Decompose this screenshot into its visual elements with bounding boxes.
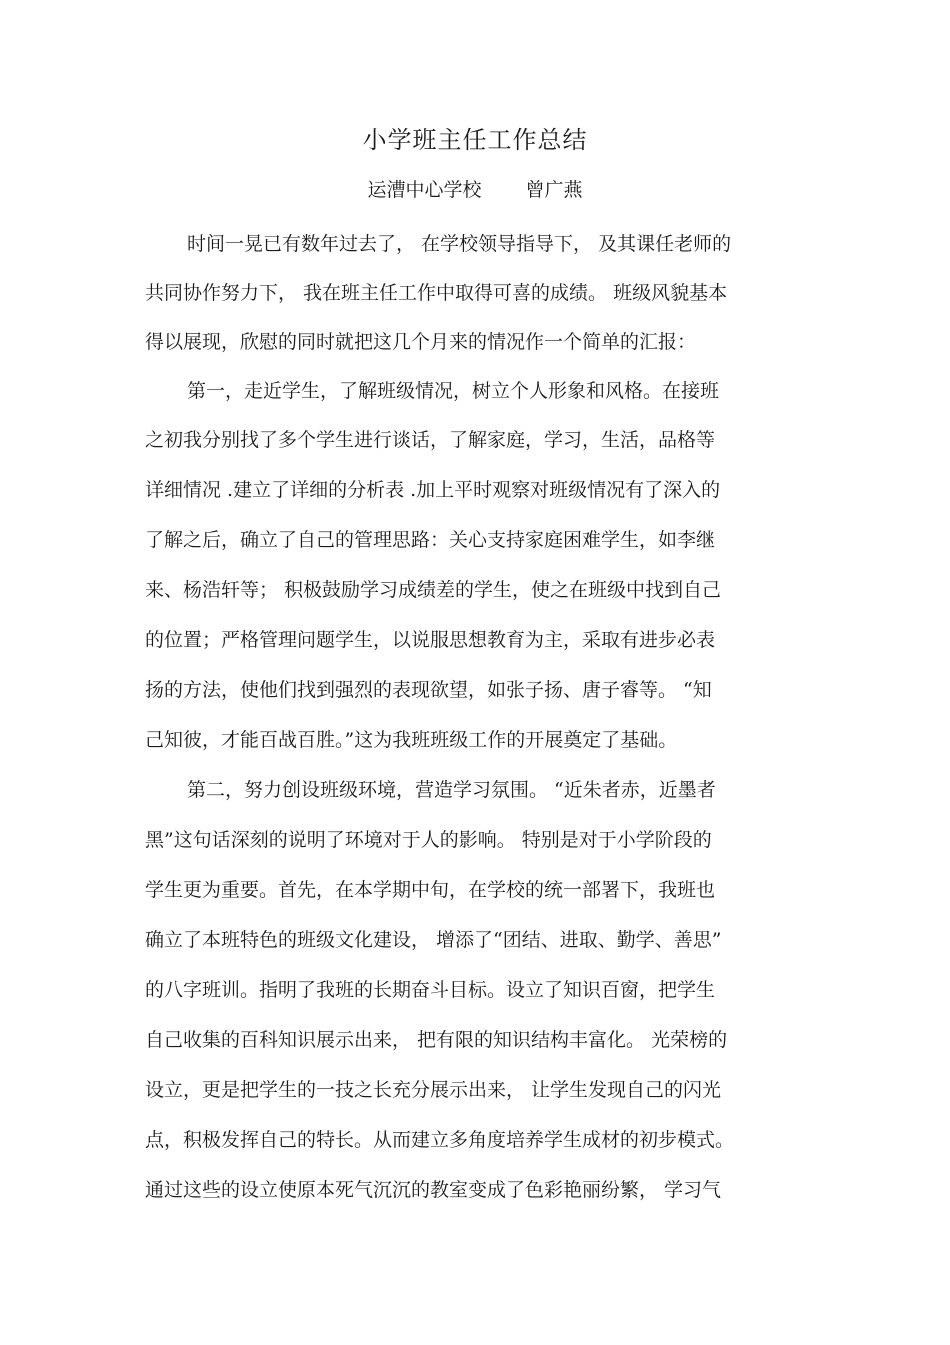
text-line: 确立了本班特色的班级文化建设， 增添了“团结、进取、勤学、善思”: [145, 929, 722, 951]
text-line: 己知彼，才能百战百胜。”这为我班班级工作的开展奠定了基础。: [145, 729, 678, 751]
text-line: 之初我分别找了多个学生进行谈话，了解家庭，学习，生活，品格等: [145, 429, 716, 451]
text-line: 学生更为重要。首先，在本学期中旬，在学校的统一部署下，我班也: [145, 879, 716, 901]
byline: [0, 175, 950, 205]
document-title: 小学班主任工作总结: [362, 126, 588, 154]
text-line: 得以展现，欣慰的同时就把这几个月来的情况作一个简单的汇报：: [145, 331, 697, 353]
text-line: 黑”这句话深刻的说明了环境对于人的影响。 特别是对于小学阶段的: [145, 829, 712, 851]
author-name: 曾广燕: [525, 179, 583, 201]
text-line: 通过这些的设立使原本死气沉沉的教室变成了色彩艳丽纷繁， 学习气: [145, 1179, 722, 1201]
text-line: 点，积极发挥自己的特长。从而建立多角度培养学生成材的初步模式。: [145, 1129, 735, 1151]
text-line: 的位置；严格管理问题学生，以说服思想教育为主，采取有进步必表: [145, 629, 716, 651]
text-line: 的八字班训。指明了我班的长期奋斗目标。设立了知识百窗，把学生: [145, 979, 716, 1001]
text-line: 第一，走近学生，了解班级情况，树立个人形象和风格。在接班: [187, 380, 720, 402]
text-line: 扬的方法，使他们找到强烈的表现欲望，如张子扬、唐子睿等。 “知: [145, 679, 712, 701]
text-line: 共同协作努力下， 我在班主任工作中取得可喜的成绩。 班级风貌基本: [145, 282, 728, 304]
school-name: 运漕中心学校: [367, 179, 482, 201]
text-line: 来、杨浩轩等； 积极鼓励学习成绩差的学生，使之在班级中找到自己: [145, 579, 722, 601]
text-line: 第二，努力创设班级环境，营造学习氛围。 “近朱者赤，近墨者: [187, 779, 716, 801]
text-line: 设立，更是把学生的一技之长充分展示出来， 让学生发现自己的闪光: [145, 1079, 722, 1101]
text-line: 详细情况 .建立了详细的分析表 .加上平时观察对班级情况有了深入的: [145, 479, 721, 501]
text-line: 时间一晃已有数年过去了， 在学校领导指导下， 及其课任老师的: [187, 233, 732, 255]
text-line: 自己收集的百科知识展示出来， 把有限的知识结构丰富化。 光荣榜的: [145, 1029, 728, 1051]
text-line: 了解之后，确立了自己的管理思路：关心支持家庭困难学生，如李继: [145, 529, 716, 551]
